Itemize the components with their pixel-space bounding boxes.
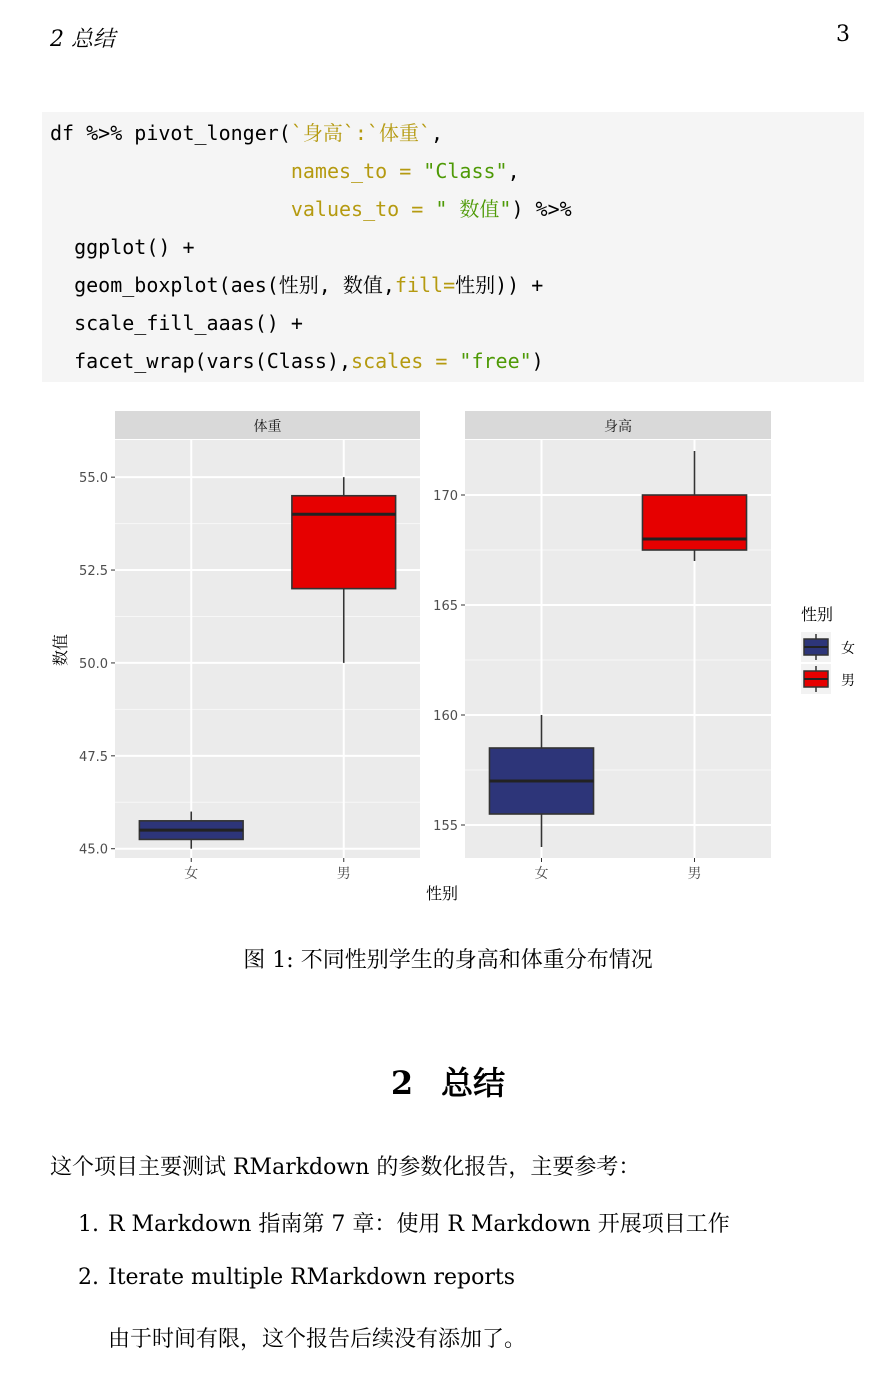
code-token: values_to =	[290, 197, 436, 221]
figure-caption: 图 1: 不同性别学生的身高和体重分布情况	[243, 948, 653, 973]
code-line	[50, 194, 572, 224]
y-tick-label: 47.5	[79, 749, 108, 765]
y-tick-label: 155	[433, 819, 458, 834]
code-token: ,	[431, 121, 444, 145]
list-text: R Markdown 指南第 7 章：使用 R Markdown 开展项目工作	[108, 1212, 730, 1237]
boxplot-chart	[0, 400, 896, 920]
code-line	[50, 156, 520, 186]
section-heading	[0, 1058, 896, 1104]
facet-title: 身高	[604, 419, 632, 435]
code-token: "free"	[459, 349, 532, 373]
x-axis-title: 性别	[425, 884, 459, 903]
code-line	[50, 232, 195, 262]
y-tick-label: 45.0	[79, 842, 108, 858]
section-number: 2	[390, 1064, 414, 1102]
page-number: 3	[836, 22, 850, 47]
y-tick-label: 50.0	[79, 656, 108, 672]
code-token: )	[531, 349, 544, 373]
code-line	[50, 270, 543, 300]
y-tick-label: 165	[433, 599, 458, 614]
x-tick-label: 男	[336, 866, 351, 882]
facet-title: 体重	[253, 419, 282, 435]
legend-label: 男	[841, 673, 855, 689]
code-token: scale_fill_aaas() +	[50, 311, 303, 335]
code-token: "Class"	[423, 159, 508, 183]
running-header	[50, 22, 850, 52]
code-token: ,	[507, 159, 520, 183]
code-line	[50, 308, 303, 338]
code-token	[50, 159, 291, 183]
section-title: 总结	[441, 1064, 506, 1102]
y-tick-label: 160	[433, 709, 458, 724]
code-line	[50, 118, 443, 148]
list-item	[78, 1265, 515, 1290]
x-tick-label: 男	[687, 866, 702, 882]
code-token: 性别)) +	[455, 273, 544, 297]
x-tick-label: 女	[184, 866, 199, 882]
code-token: geom_boxplot(aes(性别, 数值,	[50, 273, 395, 297]
code-token: scales =	[351, 349, 460, 373]
code-token: ggplot() +	[50, 235, 195, 259]
code-token: facet_wrap(vars(Class),	[50, 349, 352, 373]
y-tick-label: 170	[433, 489, 458, 504]
code-block	[42, 112, 864, 382]
intro-paragraph: 这个项目主要测试 RMarkdown 的参数化报告，主要参考：	[50, 1155, 641, 1180]
code-token: `身高`:`体重`	[290, 121, 432, 145]
x-tick-label: 女	[534, 866, 549, 882]
y-axis-title: 数值	[51, 633, 70, 667]
list-marker: 2.	[78, 1265, 99, 1290]
header-section: 2 总结	[50, 27, 115, 52]
box	[292, 496, 396, 589]
list-text: Iterate multiple RMarkdown reports	[108, 1265, 515, 1290]
box	[642, 495, 746, 550]
y-tick-label: 55.0	[79, 471, 108, 487]
legend-title: 性别	[801, 605, 834, 624]
code-token: names_to =	[290, 159, 424, 183]
note-paragraph: 由于时间有限，这个报告后续没有添加了。	[108, 1327, 527, 1352]
y-tick-label: 52.5	[79, 564, 108, 580]
code-token: df %>% pivot_longer(	[50, 121, 291, 145]
code-token	[50, 197, 291, 221]
legend-label: 女	[841, 641, 855, 657]
code-line	[50, 346, 544, 376]
code-token: fill=	[394, 273, 456, 297]
code-token: " 数值"	[435, 197, 512, 221]
list-marker: 1.	[78, 1212, 99, 1237]
code-token: ) %>%	[511, 197, 572, 221]
figure	[0, 400, 896, 920]
list-item	[78, 1207, 730, 1238]
